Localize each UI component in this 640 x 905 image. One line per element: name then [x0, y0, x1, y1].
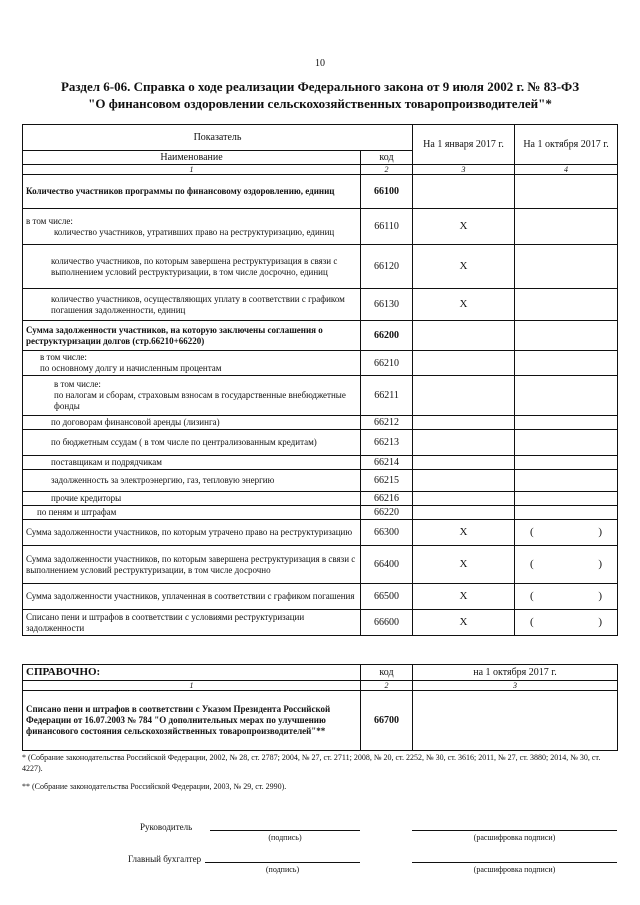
row-label: поставщикам и подрядчикам — [23, 456, 361, 470]
row-oct[interactable] — [515, 351, 618, 376]
paren-open: ( — [530, 616, 534, 628]
row-code: 66120 — [361, 245, 413, 289]
row-oct[interactable] — [515, 520, 618, 546]
col-index-2: 2 — [361, 165, 413, 175]
head-decode-caption: (расшифровка подписи) — [473, 833, 556, 842]
table-row — [23, 321, 618, 351]
row-code: 66211 — [361, 376, 413, 416]
reference-title: СПРАВОЧНО: — [23, 665, 361, 681]
col-index-4: 4 — [515, 165, 618, 175]
ref-index-2: 2 — [361, 681, 413, 691]
row-label: количество участников, по которым завершена реструктуризация в связи с выполнением условий реструктуризации, в том числе досрочно, единиц — [23, 245, 361, 289]
title-line-2: "О финансовом оздоровлении сельскохозяйственных товаропроизводителей"* — [88, 96, 552, 111]
col-index-1: 1 — [23, 165, 361, 175]
footnote-2: ** (Собрание законодательства Российской Федерации, 2003, № 29, ст. 2990). — [22, 782, 287, 791]
row-jan[interactable]: X — [413, 209, 515, 245]
header-jan: На 1 января 2017 г. — [413, 125, 515, 165]
row-jan[interactable] — [413, 506, 515, 520]
row-code: 66220 — [361, 506, 413, 520]
reference-row-value[interactable] — [413, 691, 618, 751]
table-row — [23, 546, 618, 584]
main-table — [22, 124, 618, 636]
footnote-1: * (Собрание законодательства Российской Федерации, 2002, № 28, ст. 2787; 2004, № 27, ст. 2711; 2008, № 20, ст. 2252, № 30, ст. 3616; 2011, № 27, ст. 3880; 2014, № 30, ст. 4227). — [22, 753, 601, 773]
accountant-decode-caption: (расшифровка подписи) — [473, 865, 556, 874]
row-jan[interactable]: X — [413, 245, 515, 289]
row-label: прочие кредиторы — [23, 492, 361, 506]
row-label: Сумма задолженности участников, по которым завершена реструктуризация в связи с выполнением условий реструктуризации, в том числе досрочно — [23, 546, 361, 584]
paren-open: ( — [530, 558, 534, 570]
row-sublabel: в том числе: — [54, 379, 101, 389]
row-jan[interactable] — [413, 470, 515, 492]
row-code: 66300 — [361, 520, 413, 546]
row-jan[interactable] — [413, 376, 515, 416]
row-label: по бюджетным ссудам ( в том числе по централизованным кредитам) — [23, 430, 361, 456]
reference-date-header: на 1 октября 2017 г. — [413, 665, 618, 681]
row-oct[interactable] — [515, 289, 618, 321]
reference-code-header: код — [361, 665, 413, 681]
row-label: по основному долгу и начисленным процентам — [40, 363, 222, 373]
row-jan[interactable]: X — [413, 546, 515, 584]
row-sublabel: в том числе: — [26, 215, 73, 226]
head-label: Руководитель — [140, 822, 193, 832]
row-label: количество участников, осуществляющих уплату в соответствии с графиком погашения задолженности, единиц — [23, 289, 361, 321]
row-oct[interactable] — [515, 584, 618, 610]
accountant-signature-caption: (подпись) — [265, 865, 300, 874]
row-jan[interactable] — [413, 430, 515, 456]
row-jan[interactable] — [413, 351, 515, 376]
row-oct[interactable] — [515, 456, 618, 470]
table-row — [23, 351, 618, 376]
row-oct[interactable] — [515, 430, 618, 456]
row-label: по налогам и сборам, страховым взносам в государственные внебюджетные фонды — [54, 390, 346, 411]
table-row — [23, 506, 618, 520]
row-code: 66200 — [361, 321, 413, 351]
row-label: Списано пени и штрафов в соответствии с условиями реструктуризации задолженности — [23, 610, 361, 636]
row-label-cell — [23, 209, 361, 245]
row-oct[interactable] — [515, 492, 618, 506]
paren-close: ) — [598, 616, 603, 628]
table-row — [23, 691, 618, 751]
row-oct[interactable] — [515, 470, 618, 492]
row-label: Сумма задолженности участников, по которым утрачено право на реструктуризацию — [23, 520, 361, 546]
table-row — [23, 209, 618, 245]
row-label: по договорам финансовой аренды (лизинга) — [23, 416, 361, 430]
row-code: 66110 — [361, 209, 413, 245]
paren-open: ( — [530, 526, 534, 538]
table-row — [23, 175, 618, 209]
header-code: код — [361, 151, 413, 165]
row-sublabel: в том числе: — [40, 352, 87, 362]
paren-close: ) — [598, 558, 603, 570]
table-row — [23, 416, 618, 430]
table-row — [23, 456, 618, 470]
row-label: Количество участников программы по финансовому оздоровлению, единиц — [23, 175, 361, 209]
head-signature-line[interactable] — [210, 830, 360, 831]
row-code: 66216 — [361, 492, 413, 506]
row-code: 66130 — [361, 289, 413, 321]
row-jan[interactable]: X — [413, 584, 515, 610]
table-row — [23, 245, 618, 289]
row-code: 66213 — [361, 430, 413, 456]
row-oct[interactable] — [515, 416, 618, 430]
row-label: количество участников, утративших право на реструктуризацию, единиц — [54, 226, 335, 237]
row-jan[interactable] — [413, 175, 515, 209]
row-oct[interactable] — [515, 506, 618, 520]
table-row — [23, 520, 618, 546]
accountant-signature-line[interactable] — [205, 862, 360, 863]
table-row — [23, 430, 618, 456]
ref-index-3: 3 — [413, 681, 618, 691]
reference-row-code: 66700 — [361, 691, 413, 751]
row-label-cell — [23, 351, 361, 376]
row-code: 66212 — [361, 416, 413, 430]
row-code: 66210 — [361, 351, 413, 376]
col-index-3: 3 — [413, 165, 515, 175]
table-row — [23, 584, 618, 610]
row-oct[interactable] — [515, 546, 618, 584]
row-jan[interactable]: X — [413, 289, 515, 321]
paren-close: ) — [598, 590, 603, 602]
paren-close: ) — [598, 526, 603, 538]
row-oct[interactable] — [515, 610, 618, 636]
row-jan[interactable] — [413, 492, 515, 506]
document-title — [20, 78, 620, 112]
reference-table — [22, 664, 618, 751]
row-label: Сумма задолженности участников, на которую заключены соглашения о реструктуризации долгов (стр.66210+66220) — [23, 321, 361, 351]
table-row — [23, 289, 618, 321]
row-code: 66214 — [361, 456, 413, 470]
row-jan[interactable] — [413, 456, 515, 470]
row-jan[interactable]: X — [413, 610, 515, 636]
table-row — [23, 610, 618, 636]
title-line-1: Раздел 6-06. Справка о ходе реализации Федерального закона от 9 июля 2002 г. № 83-ФЗ — [60, 79, 580, 94]
row-oct[interactable] — [515, 376, 618, 416]
row-code: 66100 — [361, 175, 413, 209]
table-row — [23, 492, 618, 506]
header-name: Наименование — [23, 151, 361, 165]
row-oct[interactable] — [515, 321, 618, 351]
row-jan[interactable] — [413, 321, 515, 351]
row-label-cell — [23, 376, 361, 416]
reference-row-label: Списано пени и штрафов в соответствии с Указом Президента Российской Федерации от 16.07.2003 № 784 "О дополнительных мерах по улучшению финансового состояния сельскохозяйственных товаропроизводителей"** — [23, 691, 361, 751]
head-decode-line[interactable] — [412, 830, 617, 831]
paren-open: ( — [530, 590, 534, 602]
row-code: 66215 — [361, 470, 413, 492]
accountant-label: Главный бухгалтер — [128, 854, 202, 864]
ref-index-1: 1 — [23, 681, 361, 691]
page-number: 10 — [315, 58, 325, 69]
accountant-decode-line[interactable] — [412, 862, 617, 863]
row-code: 66500 — [361, 584, 413, 610]
header-oct: На 1 октября 2017 г. — [515, 125, 618, 165]
row-jan[interactable]: X — [413, 520, 515, 546]
row-code: 66600 — [361, 610, 413, 636]
row-oct[interactable] — [515, 175, 618, 209]
head-signature-caption: (подпись) — [268, 833, 302, 842]
table-row — [23, 376, 618, 416]
row-oct[interactable] — [515, 209, 618, 245]
row-code: 66400 — [361, 546, 413, 584]
row-label: по пеням и штрафам — [23, 506, 361, 520]
header-indicator: Показатель — [23, 125, 413, 151]
row-oct[interactable] — [515, 245, 618, 289]
table-row — [23, 470, 618, 492]
row-label: Сумма задолженности участников, уплаченная в соответствии с графиком погашения — [23, 584, 361, 610]
row-jan[interactable] — [413, 416, 515, 430]
row-label: задолженность за электроэнергию, газ, тепловую энергию — [23, 470, 361, 492]
